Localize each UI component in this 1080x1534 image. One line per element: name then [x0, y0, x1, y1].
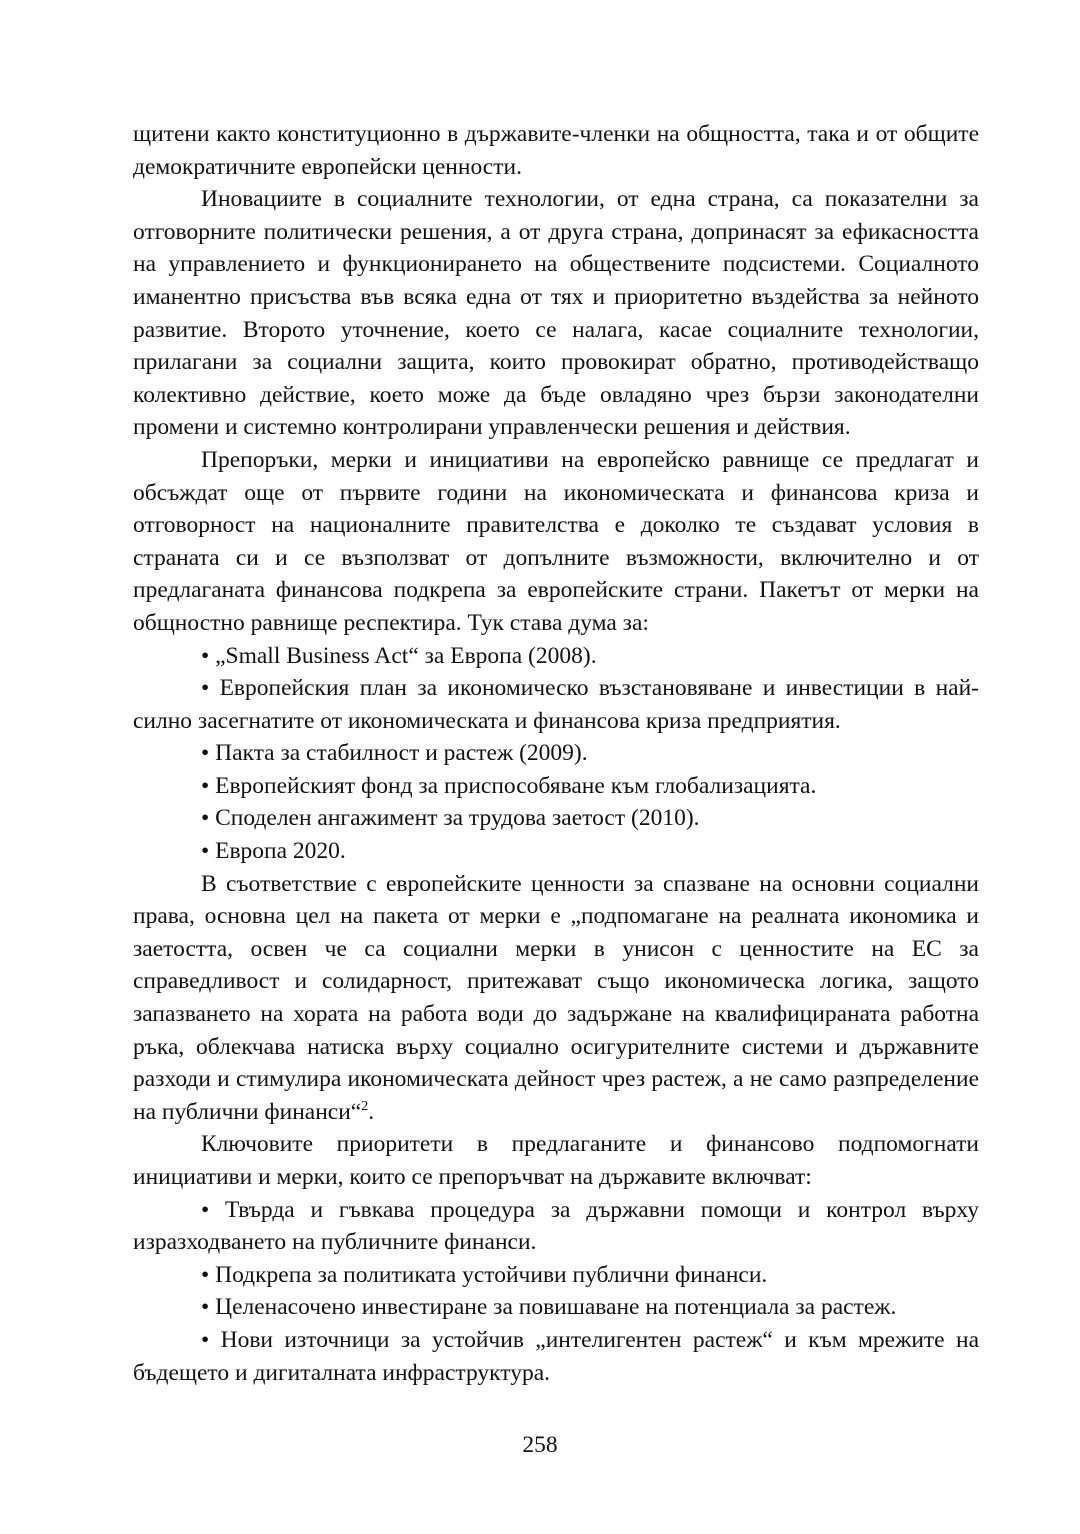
paragraph-innovations: Иновациите в социалните технологии, от една страна, са показателни за отговорните политически решения, а от друга страна, допринасят за ефикасността на управлението и функционирането на обществените подсистеми. Социалното иманентно присъства във всяка една от тях и приоритетно въздейства за нейното развитие. Второто уточнение, което се налага, касае социалните технологии, прилагани за социални защита, които провокират обратно, противодействащо колективно действие, което може да бъде овладяно чрез бързи законодателни промени и системно контролирани управленчески решения и действия. [133, 186, 979, 441]
list-item: • „Small Business Act“ за Европа (2008). [201, 642, 597, 669]
list-item: • Целенасочено инвестиране за повишаване на потенциала за растеж. [201, 1294, 897, 1321]
list-item: • Подкрепа за политиката устойчиви публични финанси. [201, 1261, 768, 1288]
paragraph-recommendations: Препоръки, мерки и инициативи на европейско равнище се предлагат и обсъждат още от първите години на икономическата и финансова криза и отговорност на националните правителства е доколко те създават условия в страната си и се възползват от допълните възможности, включително и от предлаганата финансова подкрепа за европейските страни. Пакетът от мерки на общностно равнище респектира. Тук става дума за: [133, 446, 979, 636]
paragraph-key-priorities: Ключовите приоритети в предлаганите и финансово подпомогнати инициативи и мерки, които се препоръчват на държавите включват: [133, 1131, 979, 1190]
list-item: • Споделен ангажимент за трудова заетост (2010). [201, 805, 700, 832]
paragraph-continuation: щитени както конституционно в държавите-членки на общността, така и от общите демократичните европейски ценности. [133, 121, 979, 180]
list-item: • Европа 2020. [201, 838, 346, 865]
list-item: • Твърда и гъвкава процедура за държавни помощи и контрол върху изразходването на публичните финанси. [133, 1196, 979, 1256]
list-item: • Европейския план за икономическо възстановяване и инвестиции в най-силно засегнатите от икономическата и финансова криза предприятия. [133, 675, 979, 734]
footnote-reference[interactable]: 2 [361, 1098, 369, 1114]
paragraph-european-values [133, 868, 979, 1129]
list-item: • Нови източници за устойчив „интелигентен растеж“ и към мрежите на бъдещето и дигиталната инфраструктура. [133, 1326, 979, 1386]
page-number: 258 [522, 1432, 558, 1458]
paragraph-european-values-text: В съответствие с европейските ценности за спазване на основни социални права, основна цел на пакета от мерки е „подпомагане на реалната икономика и заетостта, освен че са социални мерки в унисон с ценностите на ЕС за справедливост и солидарност, притежават също икономическа логика, защото запазването на хората на работа води до задържане на квалифицираната работна ръка, облекчава натиска върху социално осигурителните системи и държавните разходи и стимулира икономическата дейност чрез растеж, а не само разпределение на публични финанси“ [133, 870, 979, 1125]
body-text [133, 118, 979, 1389]
list-item: • Пакта за стабилност и растеж (2009). [201, 740, 588, 767]
paragraph-end-punctuation: . [368, 1098, 375, 1125]
list-item: • Европейският фонд за приспособяване към глобализацията. [201, 772, 817, 799]
